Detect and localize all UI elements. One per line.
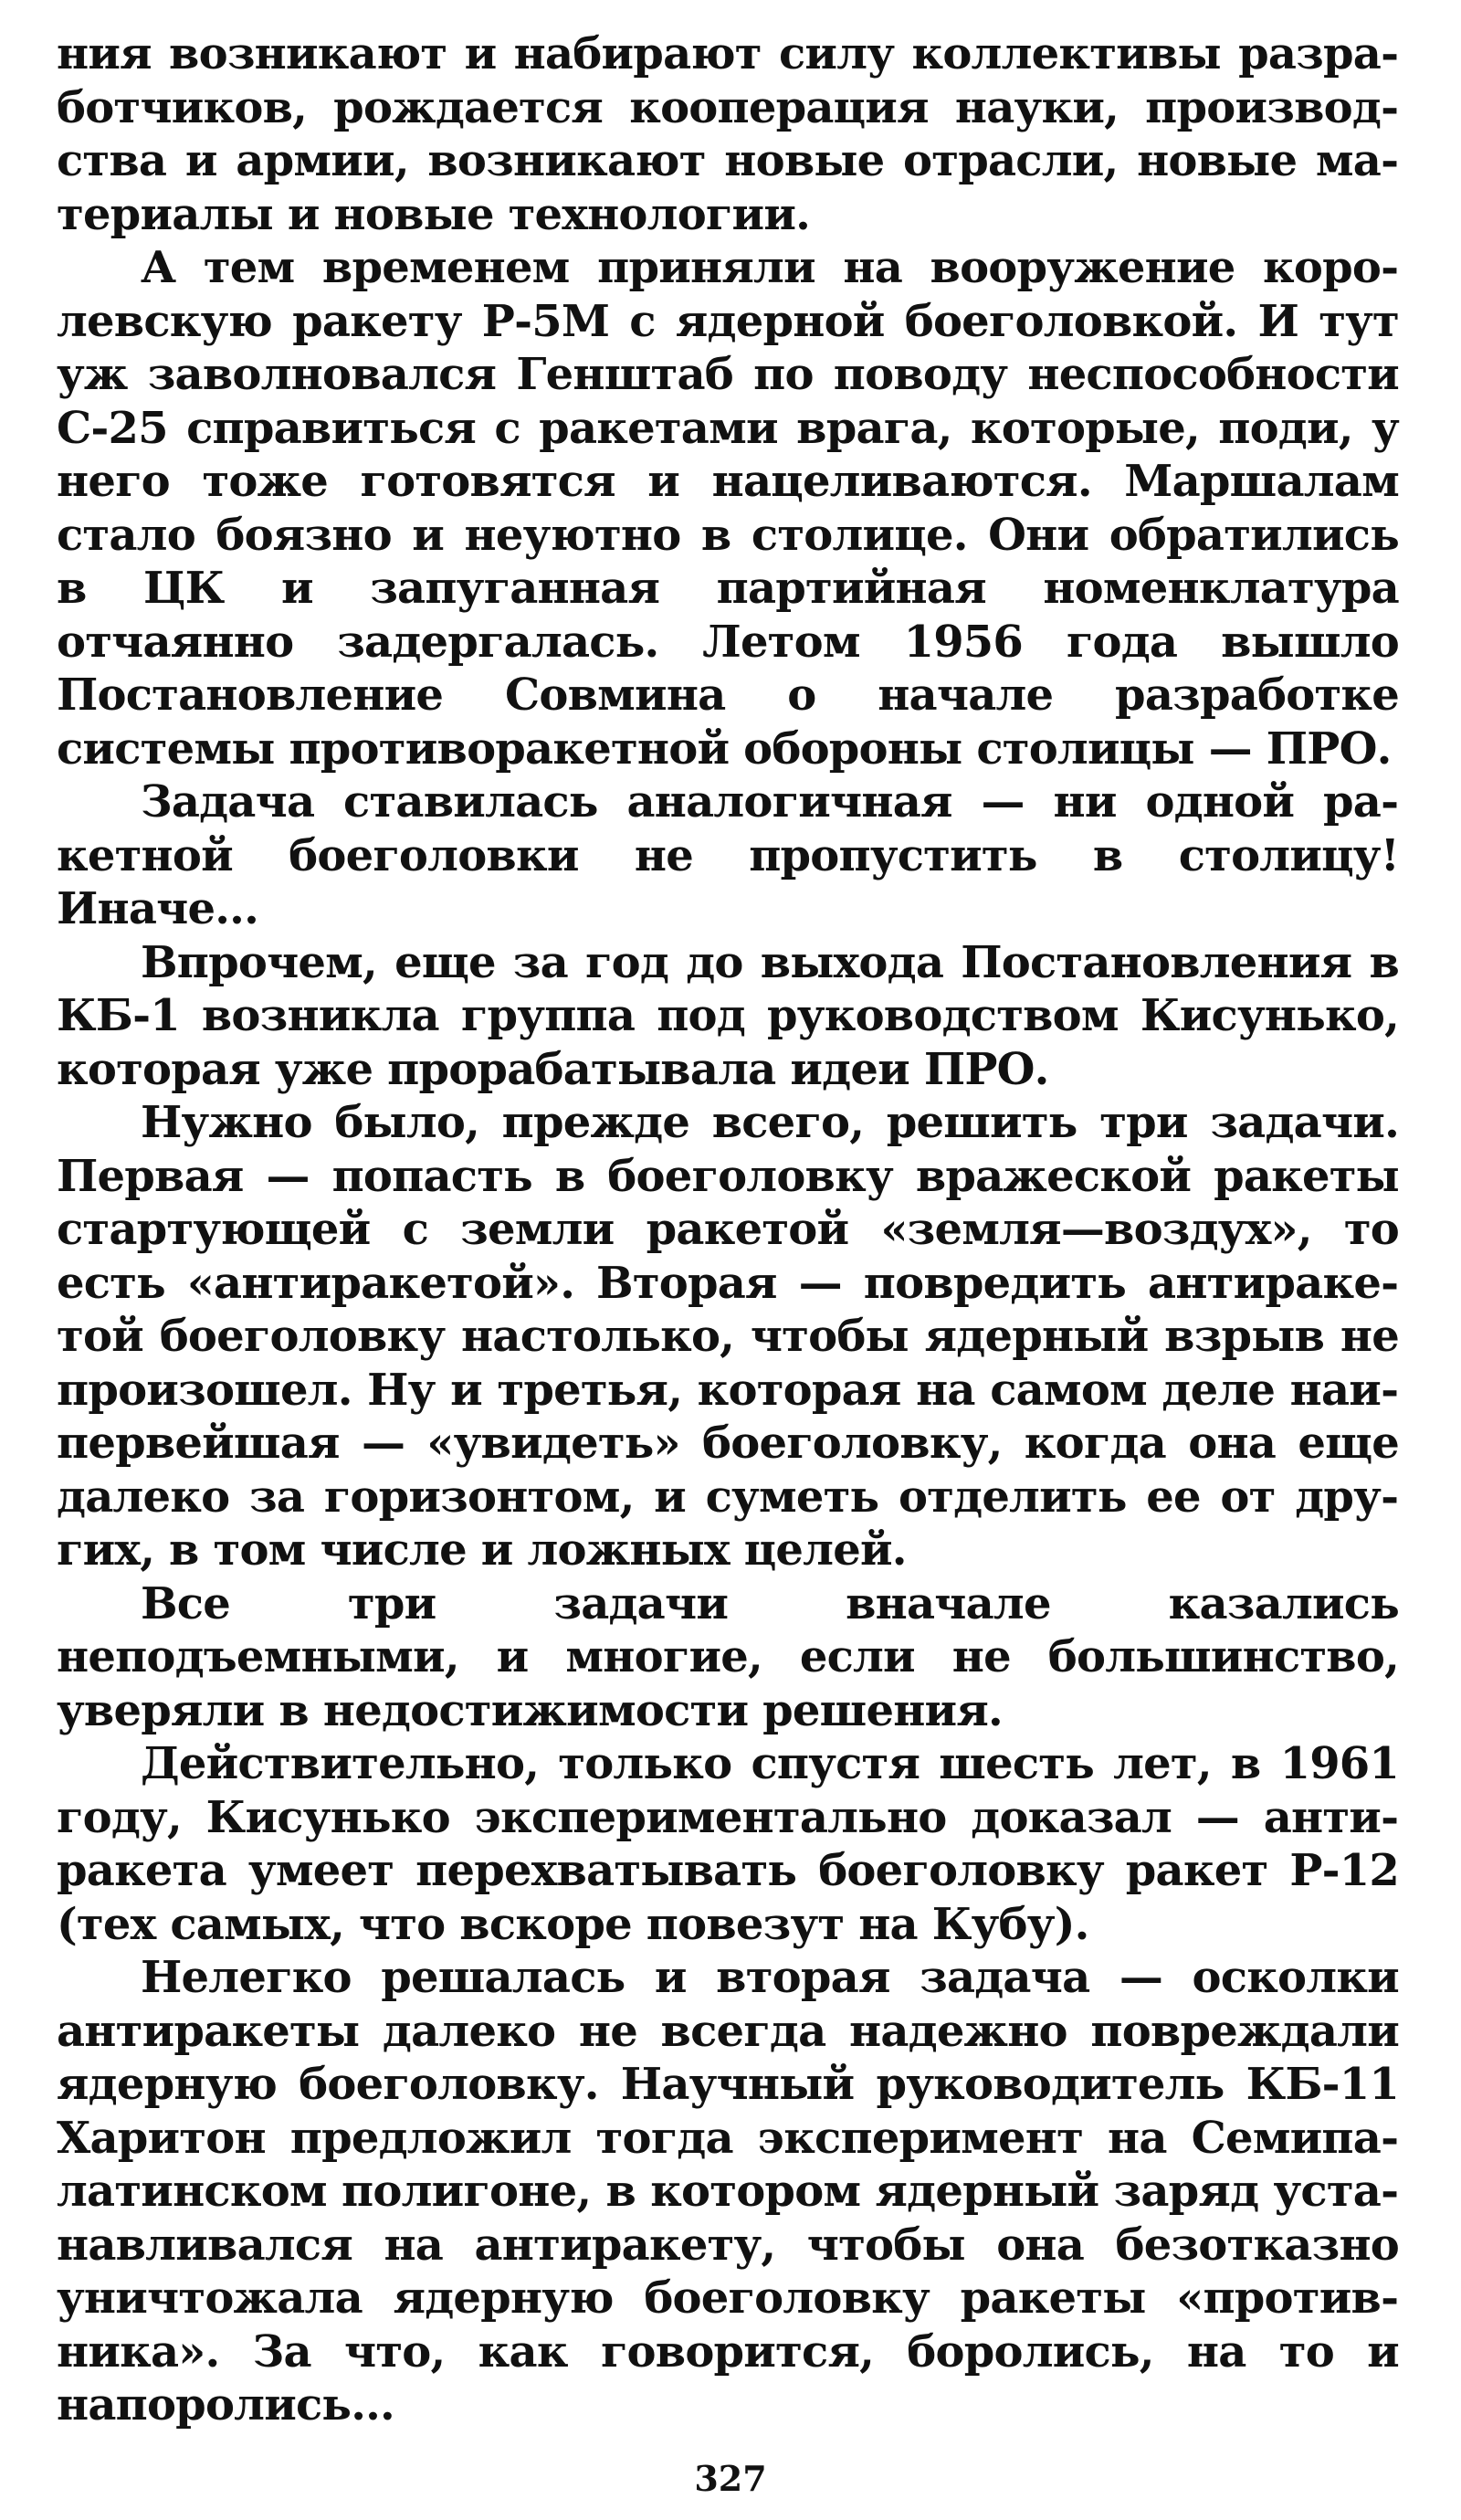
paragraph-4: Впрочем, еще за год до выхода Постановления в КБ-1 возникла группа под руководством Кисунько, которая уже прорабатывала идеи ПРО. [57,936,1399,1095]
paragraph-7: Действительно, только спустя шесть лет, в 1961 году, Кисунько экспериментально доказал — антиракета умеет перехватывать боеголовку ракет Р-12 (тех самых, что вскоре повезут на Кубу). [57,1738,1399,1950]
page-number: 327 [694,2458,767,2499]
paragraph-8: Нелегко решалась и вторая задача — осколки антиракеты далеко не всегда надежно повреждали ядерную боеголовку. Научный руководитель КБ-11 Харитон предложил тогда эксперимент на Семипалатинском полигоне, в котором ядерный заряд устанавливался на антиракету, чтобы она безотказно уничтожала ядерную боеголовку ракеты «противника». За что, как говорится, боролись, на то и напоролись... [57,1952,1399,2430]
paragraph-6: Все три задачи вначале казались неподъемными, и многие, если не большинство, уверяли в недостижимости решения. [57,1577,1399,1736]
paragraph-3: Задача ставилась аналогичная — ни одной ракетной боеголовки не пропустить в столицу! Иначе... [57,776,1399,934]
paragraph-5: Нужно было, прежде всего, решить три задачи. Первая — попасть в боеголовку вражеской ракеты стартующей с земли ракетой «земля—воздух», то есть «антиракетой». Вторая — повредить антиракетой боеголовку настолько, чтобы ядерный взрыв не произошел. Ну и третья, которая на самом деле наипервейшая — «увидеть» боеголовку, когда она еще далеко за горизонтом, и суметь отделить ее от других, в том числе и ложных целей. [57,1097,1399,1576]
page-body [57,27,1399,2432]
paragraph-1: ния возникают и набирают силу коллективы разработчиков, рождается кооперация науки, производства и армии, возникают новые отрасли, новые материалы и новые технологии. [57,28,1399,240]
paragraph-2: А тем временем приняли на вооружение королевскую ракету Р-5М с ядерной боеголовкой. И тут уж заволновался Генштаб по поводу неспособности С-25 справиться с ракетами врага, которые, поди, у него тоже готовятся и нацеливаются. Маршалам стало боязно и неуютно в столице. Они обратились в ЦК и запуганная партийная номенклатура отчаянно задергалась. Летом 1956 года вышло Постановление Совмина о начале разработке системы противоракетной обороны столицы — ПРО. [57,242,1399,775]
